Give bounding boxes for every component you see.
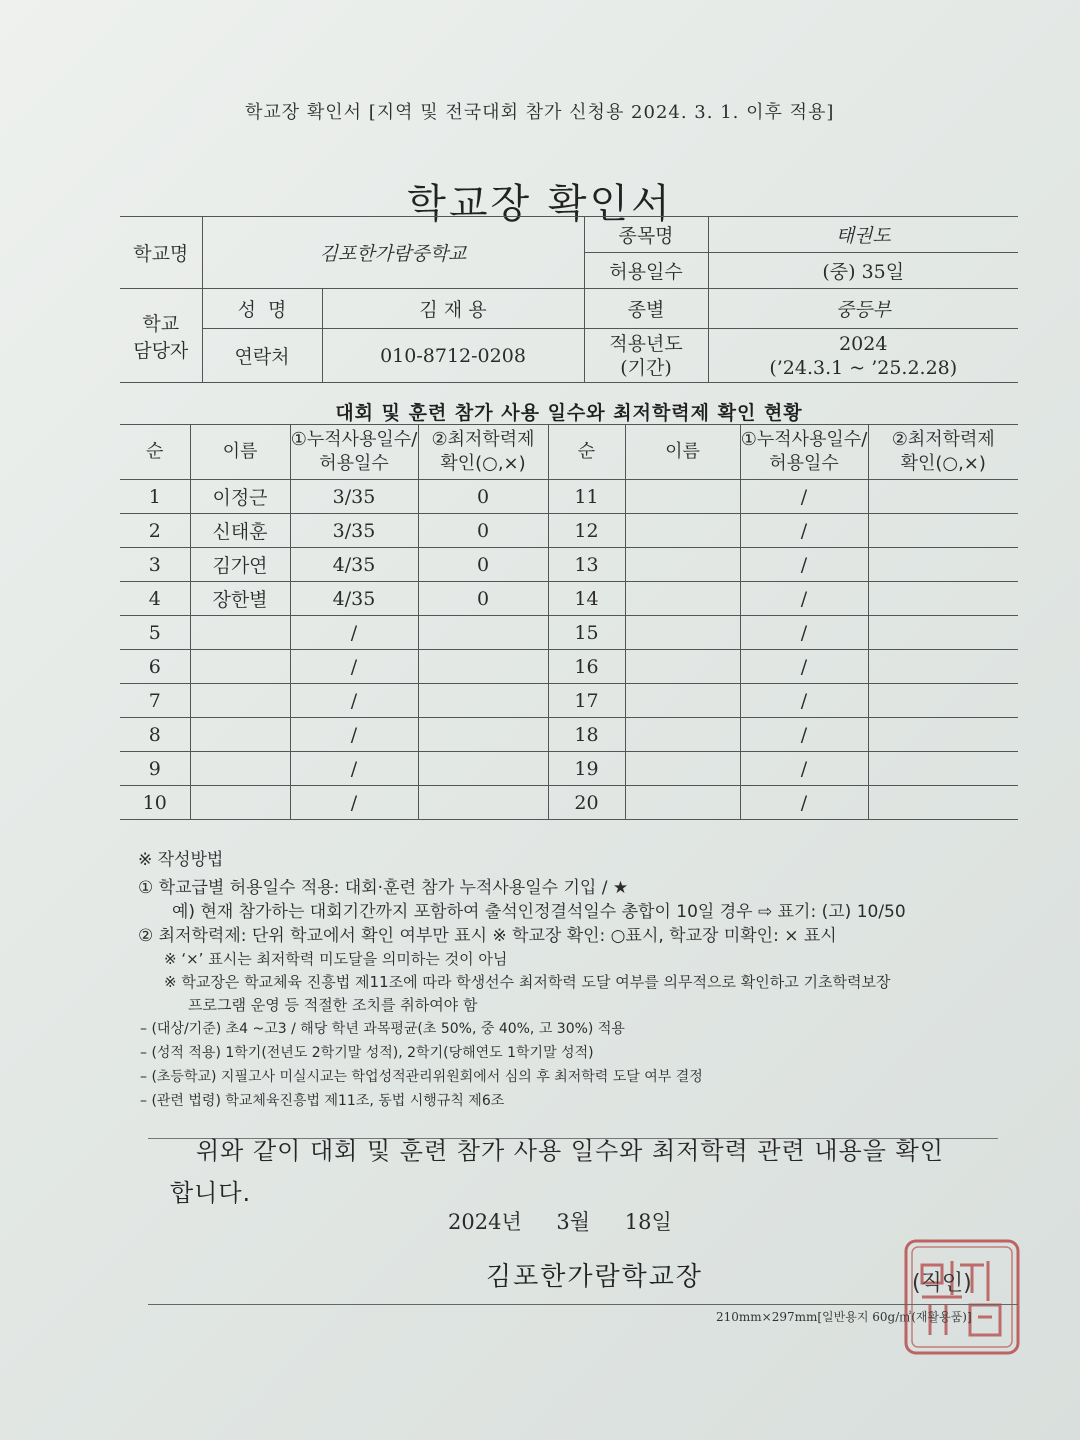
cell-right-name <box>625 514 740 548</box>
cell-left-name <box>190 616 290 650</box>
date-month: 3월 <box>556 1210 591 1234</box>
cell-left-days: / <box>290 752 418 786</box>
cell-right-days: / <box>740 650 868 684</box>
cell-right-days: / <box>740 752 868 786</box>
table-row <box>120 752 1018 786</box>
cell-left-min <box>418 786 548 820</box>
confirmation-line-2: 합니다. <box>170 1179 252 1207</box>
cell-right-no: 13 <box>548 548 625 582</box>
table-row <box>120 684 1018 718</box>
info-table <box>120 216 1018 383</box>
table-row <box>120 582 1018 616</box>
year-number: 2024 <box>839 332 888 355</box>
year-label <box>584 329 708 383</box>
cell-right-name <box>625 616 740 650</box>
instructions-title: ※ 작성방법 <box>138 850 224 870</box>
table-row <box>120 616 1018 650</box>
manager-label-line2: 담당자 <box>133 339 189 362</box>
cell-right-no: 11 <box>548 480 625 514</box>
school-name-label: 학교명 <box>120 217 202 289</box>
cell-left-days: 3/35 <box>290 514 418 548</box>
table-row <box>120 480 1018 514</box>
cell-left-no: 9 <box>120 752 190 786</box>
cell-left-name: 신태훈 <box>190 514 290 548</box>
cell-right-min <box>868 684 1018 718</box>
cell-left-name <box>190 752 290 786</box>
cell-left-days: / <box>290 650 418 684</box>
table-row <box>120 650 1018 684</box>
header-min-right-line1: ②최저학력제 <box>891 429 995 450</box>
header-days <box>290 425 418 480</box>
cell-right-min <box>868 786 1018 820</box>
division-label: 종별 <box>584 289 708 329</box>
header-min-line1: ②최저학력제 <box>431 429 535 450</box>
cell-left-no: 8 <box>120 718 190 752</box>
contact-value: 010-8712-0208 <box>322 329 584 383</box>
header-days-line1: ①누적사용일수/ <box>290 429 418 450</box>
cell-right-name <box>625 582 740 616</box>
confirmation-line-1: 위와 같이 대회 및 훈련 참가 사용 일수와 최저학력 관련 내용을 확인 <box>196 1137 944 1165</box>
table-row <box>120 786 1018 820</box>
manager-label <box>120 289 202 383</box>
cell-left-no: 7 <box>120 684 190 718</box>
cell-right-min <box>868 514 1018 548</box>
cell-left-no: 4 <box>120 582 190 616</box>
cell-right-no: 14 <box>548 582 625 616</box>
date-year: 2024년 <box>448 1210 522 1234</box>
instruction-2: ② 최저학력제: 단위 학교에서 확인 여부만 표시 ※ 학교장 확인: ○표시, 학교장 미확인: × 표시 <box>138 926 837 946</box>
cell-left-min <box>418 718 548 752</box>
cell-right-days: / <box>740 718 868 752</box>
header-days-right-line1: ①누적사용일수/ <box>740 429 868 450</box>
status-section-title: 대회 및 훈련 참가 사용 일수와 최저학력제 확인 현황 <box>335 402 803 424</box>
cell-left-days: 4/35 <box>290 548 418 582</box>
table-row <box>120 514 1018 548</box>
cell-right-min <box>868 650 1018 684</box>
name-value: 김 재 용 <box>322 289 584 329</box>
document-title: 학교장 확인서 <box>407 181 673 227</box>
header-min-right-line2: 확인(○,×) <box>900 453 986 474</box>
cell-right-days: / <box>740 480 868 514</box>
cell-left-min <box>418 650 548 684</box>
event-label: 종목명 <box>584 217 708 253</box>
cell-right-no: 19 <box>548 752 625 786</box>
cell-right-days: / <box>740 684 868 718</box>
cell-left-days: 3/35 <box>290 480 418 514</box>
cell-right-min <box>868 548 1018 582</box>
year-period: (’24.3.1 ~ ’25.2.28) <box>769 356 958 379</box>
seal-label: (직인) <box>912 1271 972 1296</box>
cell-left-min: 0 <box>418 548 548 582</box>
cell-left-name: 김가연 <box>190 548 290 582</box>
cell-right-no: 18 <box>548 718 625 752</box>
header-min <box>418 425 548 480</box>
allowed-days-value: (중) 35일 <box>708 253 1018 289</box>
cell-right-no: 12 <box>548 514 625 548</box>
cell-right-days: / <box>740 548 868 582</box>
contact-label: 연락처 <box>202 329 322 383</box>
criteria-law: – (관련 법령) 학교체육진흥법 제11조, 동법 시행규칙 제6조 <box>140 1093 505 1109</box>
cell-left-no: 3 <box>120 548 190 582</box>
header-name: 이름 <box>190 425 290 480</box>
cell-right-name <box>625 480 740 514</box>
cell-left-days: / <box>290 684 418 718</box>
table-row <box>120 548 1018 582</box>
cell-left-min <box>418 752 548 786</box>
cell-right-min <box>868 582 1018 616</box>
cell-left-name: 이정근 <box>190 480 290 514</box>
confirmation-statement <box>170 1130 1000 1214</box>
cell-right-days: / <box>740 786 868 820</box>
year-label-line2: (기간) <box>620 356 672 379</box>
cell-left-no: 10 <box>120 786 190 820</box>
footer-rule <box>148 1304 1018 1305</box>
school-name-value: 김포한가람중학교 <box>202 217 584 289</box>
manager-label-line1: 학교 <box>142 312 180 335</box>
cell-right-name <box>625 684 740 718</box>
cell-left-days: / <box>290 616 418 650</box>
cell-left-min <box>418 616 548 650</box>
cell-left-name <box>190 684 290 718</box>
cell-left-days: 4/35 <box>290 582 418 616</box>
official-seal-stamp <box>900 1235 1024 1359</box>
name-label: 성 명 <box>202 289 322 329</box>
cell-left-days: / <box>290 786 418 820</box>
instruction-2-note-2b: 프로그램 운영 등 적절한 조치를 취하여야 함 <box>188 996 478 1014</box>
cell-right-name <box>625 650 740 684</box>
cell-right-min <box>868 718 1018 752</box>
header-min-line2: 확인(○,×) <box>440 453 526 474</box>
cell-left-no: 5 <box>120 616 190 650</box>
cell-right-no: 16 <box>548 650 625 684</box>
principal-name: 김포한가람학교장 <box>486 1262 703 1292</box>
cell-right-days: / <box>740 582 868 616</box>
cell-right-days: / <box>740 514 868 548</box>
cell-left-days: / <box>290 718 418 752</box>
instruction-1-example: 예) 현재 참가하는 대회기간까지 포함하여 출석인정결석일수 총합이 10일 경우 ⇨ 표기: (고) 10/50 <box>172 902 906 922</box>
cell-right-min <box>868 480 1018 514</box>
cell-left-no: 1 <box>120 480 190 514</box>
cell-right-name <box>625 718 740 752</box>
cell-right-name <box>625 786 740 820</box>
header-no-right: 순 <box>548 425 625 480</box>
cell-left-min: 0 <box>418 582 548 616</box>
year-value <box>708 329 1018 383</box>
cell-right-name <box>625 752 740 786</box>
instruction-2-note-2: ※ 학교장은 학교체육 진흥법 제11조에 따라 학생선수 최저학력 도달 여부를 의무적으로 확인하고 기초학력보장 <box>164 973 891 991</box>
date-day: 18일 <box>624 1210 672 1234</box>
form-header-line: 학교장 확인서 [지역 및 전국대회 참가 신청용 2024. 3. 1. 이후 적용] <box>245 102 835 123</box>
criteria-elementary: – (초등학교) 지필고사 미실시교는 학업성적관리위원회에서 심의 후 최저학력 도달 여부 결정 <box>140 1069 703 1085</box>
header-days-line2: 허용일수 <box>319 453 389 474</box>
roster-table <box>120 424 1018 820</box>
issue-date <box>448 1206 700 1236</box>
header-days-right-line2: 허용일수 <box>769 453 839 474</box>
cell-left-min: 0 <box>418 514 548 548</box>
header-name-right: 이름 <box>625 425 740 480</box>
criteria-grades: – (성적 적용) 1학기(전년도 2학기말 성적), 2학기(당해연도 1학기말 성적) <box>140 1045 594 1061</box>
cell-right-no: 20 <box>548 786 625 820</box>
paper-spec-footer: 210mm×297mm[일반용지 60g/㎡(재활용품)] <box>716 1310 972 1324</box>
cell-left-name <box>190 650 290 684</box>
event-value: 태권도 <box>708 217 1018 253</box>
roster-header-row <box>120 425 1018 480</box>
cell-right-min <box>868 752 1018 786</box>
instructions-section <box>138 845 1018 1113</box>
cell-right-no: 15 <box>548 616 625 650</box>
cell-right-no: 17 <box>548 684 625 718</box>
header-min-right <box>868 425 1018 480</box>
criteria-target: – (대상/기준) 초4 ~고3 / 해당 학년 과목평균(초 50%, 중 40%, 고 30%) 적용 <box>140 1021 625 1037</box>
cell-right-min <box>868 616 1018 650</box>
division-value: 중등부 <box>708 289 1018 329</box>
cell-left-min <box>418 684 548 718</box>
header-no: 순 <box>120 425 190 480</box>
instruction-1: ① 학교급별 허용일수 적용: 대회·훈련 참가 누적사용일수 기입 / ★ <box>138 878 629 898</box>
allowed-days-label: 허용일수 <box>584 253 708 289</box>
cell-left-name: 장한별 <box>190 582 290 616</box>
cell-left-no: 6 <box>120 650 190 684</box>
header-days-right <box>740 425 868 480</box>
table-row <box>120 718 1018 752</box>
cell-left-no: 2 <box>120 514 190 548</box>
cell-left-name <box>190 718 290 752</box>
cell-right-name <box>625 548 740 582</box>
cell-left-name <box>190 786 290 820</box>
year-label-line1: 적용년도 <box>609 332 683 355</box>
cell-right-days: / <box>740 616 868 650</box>
instruction-2-note-1: ※ ‘×’ 표시는 최저학력 미도달을 의미하는 것이 아님 <box>164 950 508 968</box>
cell-left-min: 0 <box>418 480 548 514</box>
